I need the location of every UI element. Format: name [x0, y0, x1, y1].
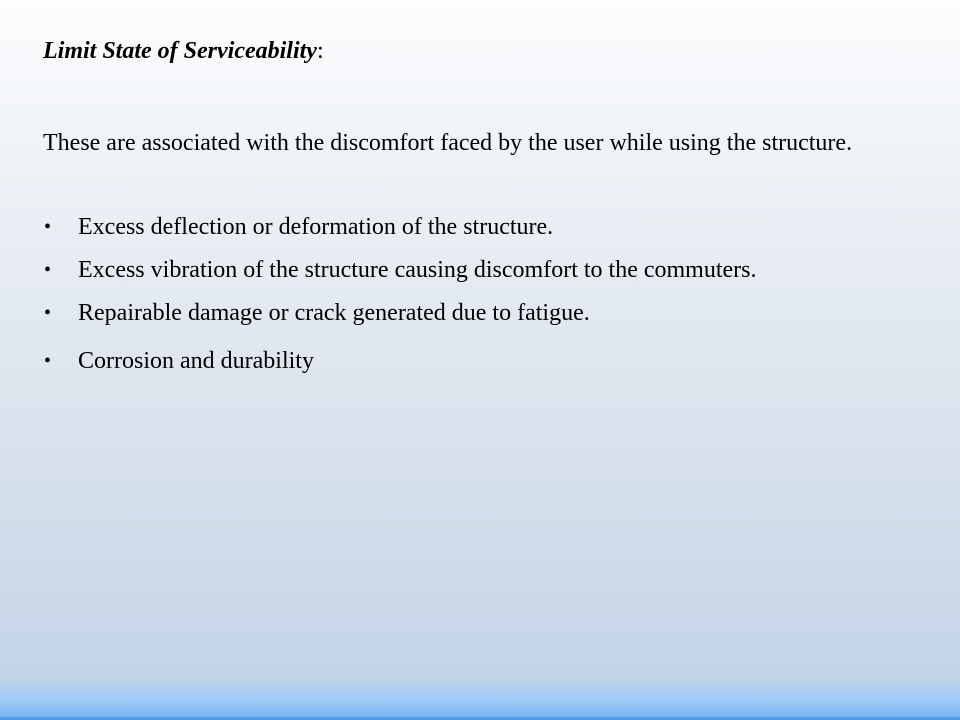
bullet-item: [43, 206, 925, 249]
bullet-text: Excess deflection or deformation of the structure.: [78, 214, 554, 240]
heading-colon: :: [316, 38, 324, 64]
bullet-icon: •: [44, 350, 52, 372]
bullet-text: Repairable damage or crack generated due to fatigue.: [78, 300, 590, 326]
heading-title: Limit State of Serviceability: [43, 38, 317, 64]
bullet-item: [43, 292, 925, 335]
bullet-text: Corrosion and durability: [78, 348, 314, 374]
bullet-text: Excess vibration of the structure causing discomfort to the commuters.: [78, 257, 757, 283]
bullet-icon: •: [44, 259, 52, 281]
bullet-list: [43, 206, 925, 383]
bullet-item: [43, 340, 925, 383]
slide-heading: [43, 33, 324, 69]
intro-paragraph: These are associated with the discomfort faced by the user while using the structure.: [43, 130, 853, 156]
bottom-decor-band: [0, 676, 960, 720]
bullet-icon: •: [44, 302, 52, 324]
bullet-icon: •: [44, 216, 52, 238]
bullet-item: [43, 249, 925, 292]
